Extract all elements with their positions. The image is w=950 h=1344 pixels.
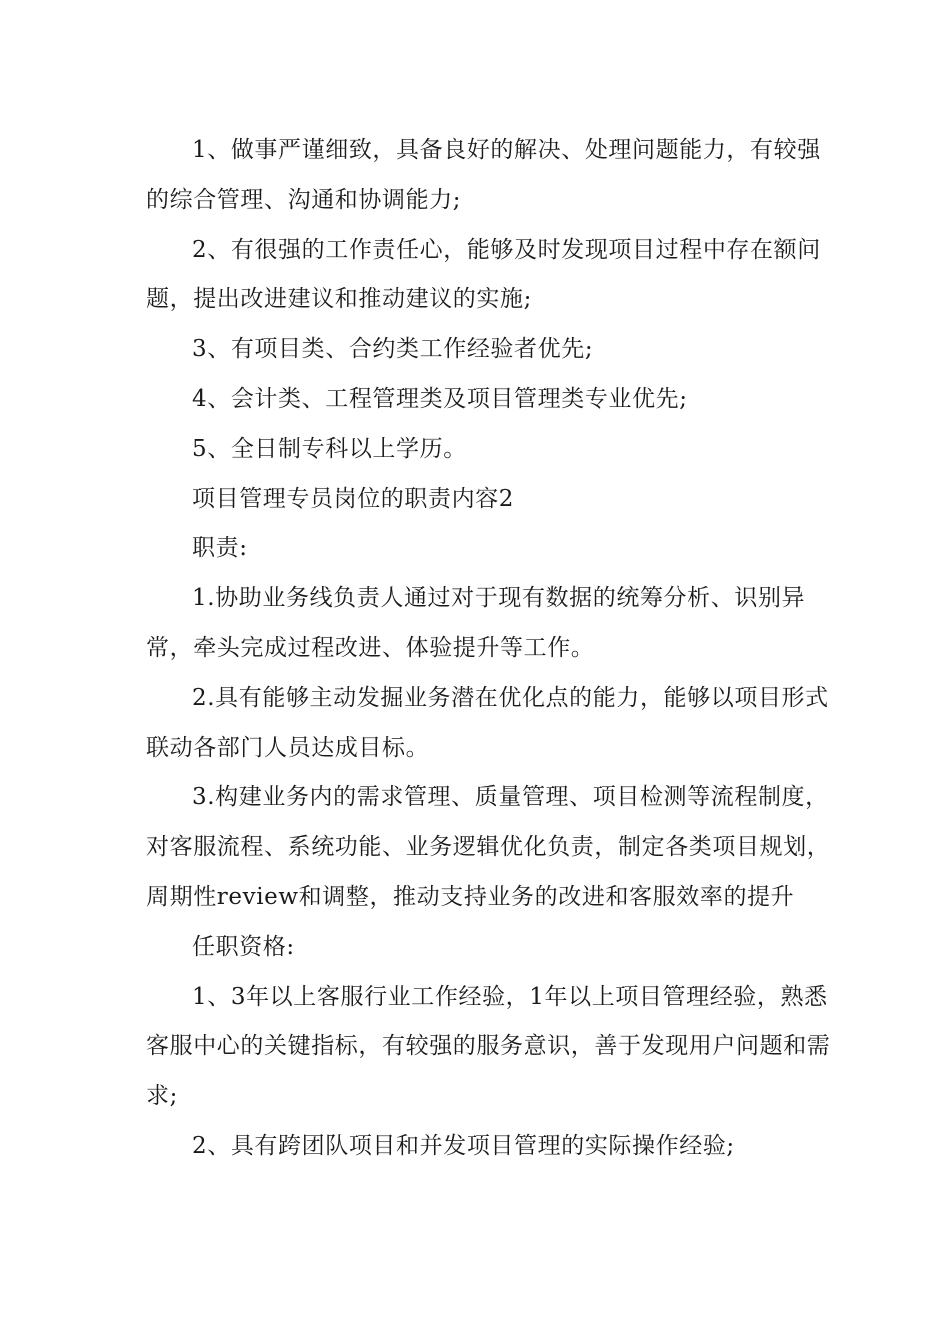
requirement-4: 4、会计类、工程管理类及项目管理类专业优先; (192, 385, 688, 412)
qualifications-heading: 任职资格: (192, 933, 295, 960)
duty-1: 1.协助业务线负责人通过对于现有数据的统筹分析、识别异常，牵头完成过程改进、体验提升等工作。 (146, 585, 806, 661)
qualification-2: 2、具有跨团队项目和并发项目管理的实际操作经验; (192, 1132, 735, 1159)
requirement-2: 2、有很强的工作责任心，能够及时发现项目过程中存在额问题，提出改进建议和推动建议的实施; (146, 236, 821, 313)
qualification-1: 1、3年以上客服行业工作经验，1年以上项目管理经验，熟悉客服中心的关键指标，有较强的服务意识，善于发现用户问题和需求; (146, 983, 831, 1110)
section-heading: 项目管理专员岗位的职责内容2 (192, 485, 515, 512)
document-body (146, 126, 836, 1172)
requirement-5: 5、全日制专科以上学历。 (192, 435, 467, 462)
duty-2: 2.具有能够主动发掘业务潜在优化点的能力，能够以项目形式联动各部门人员达成目标。 (146, 684, 829, 761)
duty-3: 3.构建业务内的需求管理、质量管理、项目检测等流程制度，对客服流程、系统功能、业务逻辑优化负责，制定各类项目规划，周期性review和调整，推动支持业务的改进和客服效率的提升 (146, 784, 831, 910)
requirement-1: 1、做事严谨细致，具备良好的解决、处理问题能力，有较强的综合管理、沟通和协调能力; (146, 137, 821, 213)
duties-heading: 职责: (192, 535, 248, 562)
requirement-3: 3、有项目类、合约类工作经验者优先; (192, 336, 594, 363)
